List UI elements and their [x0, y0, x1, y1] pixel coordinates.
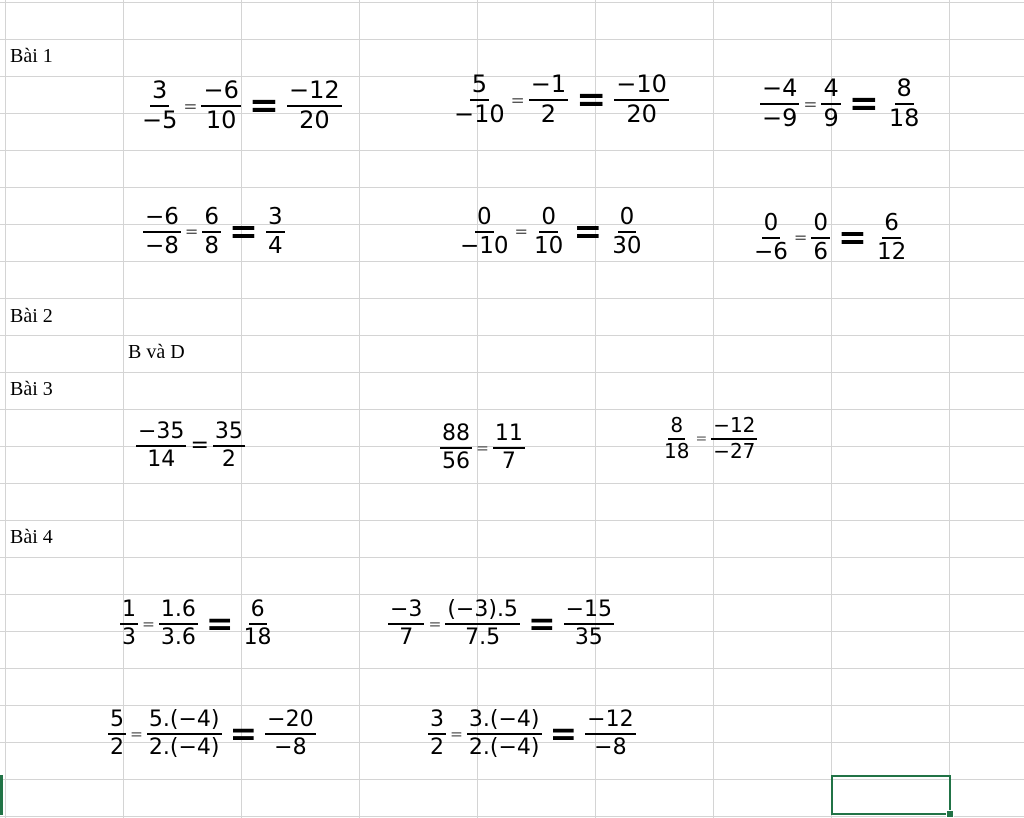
fraction: $\frac{6}{12}$ — [876, 210, 907, 265]
fraction: $\frac{-12}{-27}$ — [713, 413, 756, 463]
label-bai-3: Bài 3 — [10, 378, 53, 400]
fraction: $\frac{8}{18}$ — [664, 413, 690, 463]
fraction: $\frac{5.(-4)}{2.(-4)}$ — [148, 707, 220, 760]
bai-1-equation-2: $\frac{5}{-10}$ = $\frac{-1}{2}$ = $\frac{-10}{20}$ — [454, 70, 667, 128]
fraction: $\frac{5}{2}$ — [110, 707, 124, 760]
fraction: $\frac{-4}{-9}$ — [762, 74, 798, 132]
fraction: $\frac{-1}{2}$ — [530, 70, 567, 128]
fraction: $\frac{-3}{7}$ — [390, 597, 423, 650]
fraction: $\frac{-20}{-8}$ — [267, 707, 314, 760]
label-bai-2: Bài 2 — [10, 305, 53, 327]
selected-cell[interactable] — [831, 775, 951, 815]
fraction: $\frac{3.(-4)}{2.(-4)}$ — [468, 707, 540, 760]
fraction: $\frac{3}{-5}$ — [142, 76, 178, 134]
fraction: $\frac{8}{18}$ — [888, 74, 920, 132]
fraction: $\frac{1}{3}$ — [122, 597, 136, 650]
bai-3-equation-2: $\frac{88}{56}$ = $\frac{11}{7}$ — [442, 421, 523, 474]
fraction: $\frac{0}{-6}$ — [754, 210, 788, 265]
fraction: $\frac{-35}{14}$ — [138, 419, 185, 472]
bai-4-equation-3: $\frac{5}{2}$ = $\frac{5.(-4)}{2.(-4)}$ = $\frac{-20}{-8}$ — [110, 707, 314, 760]
fraction: $\frac{3}{2}$ — [430, 707, 444, 760]
fraction: $\frac{3}{4}$ — [267, 204, 283, 259]
fraction: $\frac{5}{-10}$ — [454, 70, 505, 128]
row-selection-edge — [0, 775, 3, 815]
label-bai-1: Bài 1 — [10, 45, 53, 67]
fraction: $\frac{6}{8}$ — [204, 204, 220, 259]
bai-3-equation-3: $\frac{8}{18}$ = $\frac{-12}{-27}$ — [664, 413, 756, 463]
bai-1-equation-1: $\frac{3}{-5}$ = $\frac{-6}{10}$ = $\frac{-12}{20}$ — [142, 76, 340, 134]
fraction: $\frac{4}{9}$ — [823, 74, 839, 132]
fraction: $\frac{0}{6}$ — [813, 210, 829, 265]
fraction: $\frac{-6}{10}$ — [203, 76, 239, 134]
fraction: $\frac{6}{18}$ — [243, 597, 272, 650]
fraction: $\frac{88}{56}$ — [442, 421, 470, 474]
bai-4-equation-4: $\frac{3}{2}$ = $\frac{3.(-4)}{2.(-4)}$ = $\frac{-12}{-8}$ — [430, 707, 634, 760]
bai-1-equation-6: $\frac{0}{-6}$ = $\frac{0}{6}$ = $\frac{6}{12}$ — [754, 210, 907, 265]
fraction: $\frac{-15}{35}$ — [565, 597, 613, 650]
bai-1-equation-3: $\frac{-4}{-9}$ = $\frac{4}{9}$ = $\frac{8}{18}$ — [762, 74, 920, 132]
fraction: $\frac{-12}{-8}$ — [587, 707, 634, 760]
fraction: $\frac{0}{30}$ — [612, 204, 642, 259]
bai-4-equation-1: $\frac{1}{3}$ = $\frac{1.6}{3.6}$ = $\frac{6}{18}$ — [122, 597, 272, 650]
bai-2-answer: B và D — [128, 341, 185, 363]
fraction: $\frac{35}{2}$ — [214, 419, 243, 472]
bai-3-equation-1: $\frac{-35}{14}$ = $\frac{35}{2}$ — [138, 419, 243, 472]
fraction: $\frac{-6}{-8}$ — [145, 204, 179, 259]
fraction: $\frac{-10}{20}$ — [616, 70, 667, 128]
bai-1-equation-4: $\frac{-6}{-8}$ = $\frac{6}{8}$ = $\frac{3}{4}$ — [145, 204, 283, 259]
bai-1-equation-5: $\frac{0}{-10}$ = $\frac{0}{10}$ = $\frac{0}{30}$ — [460, 204, 642, 259]
fraction: $\frac{0}{10}$ — [534, 204, 564, 259]
fraction: $\frac{11}{7}$ — [494, 421, 523, 474]
label-bai-4: Bài 4 — [10, 526, 53, 548]
fraction: $\frac{-12}{20}$ — [289, 76, 340, 134]
fraction: $\frac{1.6}{3.6}$ — [160, 597, 196, 650]
fraction: $\frac{0}{-10}$ — [460, 204, 509, 259]
fraction: $\frac{(-3).5}{7.5}$ — [447, 597, 518, 650]
bai-4-equation-2: $\frac{-3}{7}$ = $\frac{(-3).5}{7.5}$ = $\frac{-15}{35}$ — [390, 597, 613, 650]
